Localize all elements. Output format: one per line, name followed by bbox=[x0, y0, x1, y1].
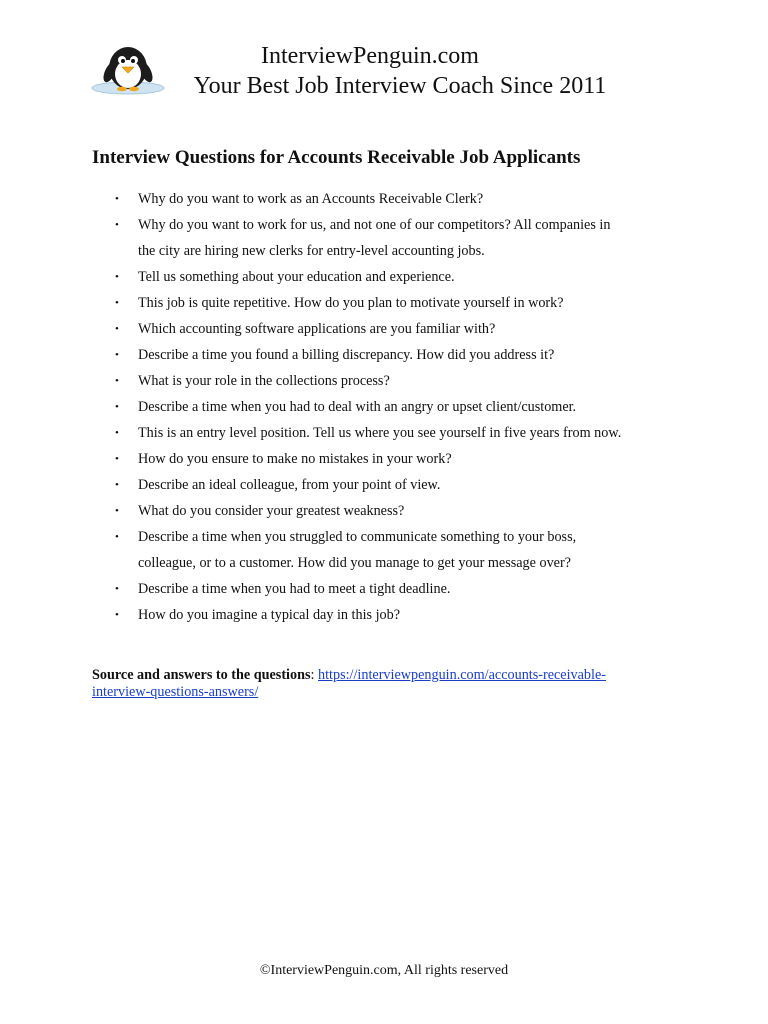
bullet-icon: • bbox=[115, 375, 119, 387]
bullet-icon: • bbox=[115, 453, 119, 465]
question-text: How do you ensure to make no mistakes in your work? bbox=[138, 451, 452, 467]
list-item bbox=[92, 290, 692, 316]
list-item bbox=[92, 264, 692, 290]
bullet-icon: • bbox=[115, 323, 119, 335]
question-text: This job is quite repetitive. How do you plan to motivate yourself in work? bbox=[138, 295, 564, 311]
list-item bbox=[92, 342, 692, 368]
list-item bbox=[92, 524, 692, 576]
page-heading: Interview Questions for Accounts Receivable Job Applicants bbox=[92, 147, 581, 168]
site-tagline: Your Best Job Interview Coach Since 2011 bbox=[193, 73, 607, 99]
list-item bbox=[92, 602, 692, 628]
list-item bbox=[92, 420, 692, 446]
copyright-footer: ©InterviewPenguin.com, All rights reserved bbox=[259, 963, 509, 978]
list-item bbox=[92, 472, 692, 498]
bullet-icon: • bbox=[115, 193, 119, 205]
bullet-icon: • bbox=[115, 505, 119, 517]
question-text: Describe a time you found a billing discrepancy. How did you address it? bbox=[138, 347, 555, 363]
question-text: Describe a time when you struggled to communicate something to your boss, bbox=[138, 529, 577, 545]
bullet-icon: • bbox=[115, 427, 119, 439]
question-text: Describe a time when you had to meet a tight deadline. bbox=[138, 581, 451, 597]
list-item bbox=[92, 186, 692, 212]
site-name: InterviewPenguin.com bbox=[261, 43, 479, 69]
question-text: Why do you want to work for us, and not one of our competitors? All companies in bbox=[138, 217, 611, 233]
question-text: How do you imagine a typical day in this job? bbox=[138, 607, 401, 623]
question-text: colleague, or to a customer. How did you manage to get your message over? bbox=[138, 555, 571, 571]
list-item bbox=[92, 394, 692, 420]
bullet-icon: • bbox=[115, 479, 119, 491]
list-item bbox=[92, 316, 692, 342]
list-item bbox=[92, 576, 692, 602]
bullet-icon: • bbox=[115, 271, 119, 283]
penguin-logo-icon bbox=[88, 38, 168, 98]
bullet-icon: • bbox=[115, 583, 119, 595]
bullet-icon: • bbox=[115, 219, 119, 231]
source-paragraph bbox=[92, 667, 692, 701]
bullet-icon: • bbox=[115, 297, 119, 309]
source-label: Source and answers to the questions bbox=[92, 667, 311, 683]
question-text: What is your role in the collections process? bbox=[138, 373, 390, 389]
list-item bbox=[92, 498, 692, 524]
source-link-line-1: https://interviewpenguin.com/accounts-receivable- bbox=[318, 667, 606, 683]
list-item bbox=[92, 368, 692, 394]
bullet-icon: • bbox=[115, 531, 119, 543]
list-item bbox=[92, 446, 692, 472]
question-text: Describe an ideal colleague, from your point of view. bbox=[138, 477, 441, 493]
bullet-icon: • bbox=[115, 401, 119, 413]
question-text: Describe a time when you had to deal with an angry or upset client/customer. bbox=[138, 399, 577, 415]
bullet-icon: • bbox=[115, 609, 119, 621]
question-list bbox=[92, 186, 692, 628]
question-text: What do you consider your greatest weakness? bbox=[138, 503, 405, 519]
question-text: the city are hiring new clerks for entry-level accounting jobs. bbox=[138, 243, 485, 259]
question-text: Which accounting software applications are you familiar with? bbox=[138, 321, 496, 337]
source-link-line-2: interview-questions-answers/ bbox=[92, 684, 259, 700]
source-separator: : bbox=[310, 667, 318, 683]
question-text: Why do you want to work as an Accounts Receivable Clerk? bbox=[138, 191, 484, 207]
question-text: This is an entry level position. Tell us where you see yourself in five years from now. bbox=[138, 425, 622, 441]
bullet-icon: • bbox=[115, 349, 119, 361]
question-text: Tell us something about your education and experience. bbox=[138, 269, 455, 285]
list-item bbox=[92, 212, 692, 264]
